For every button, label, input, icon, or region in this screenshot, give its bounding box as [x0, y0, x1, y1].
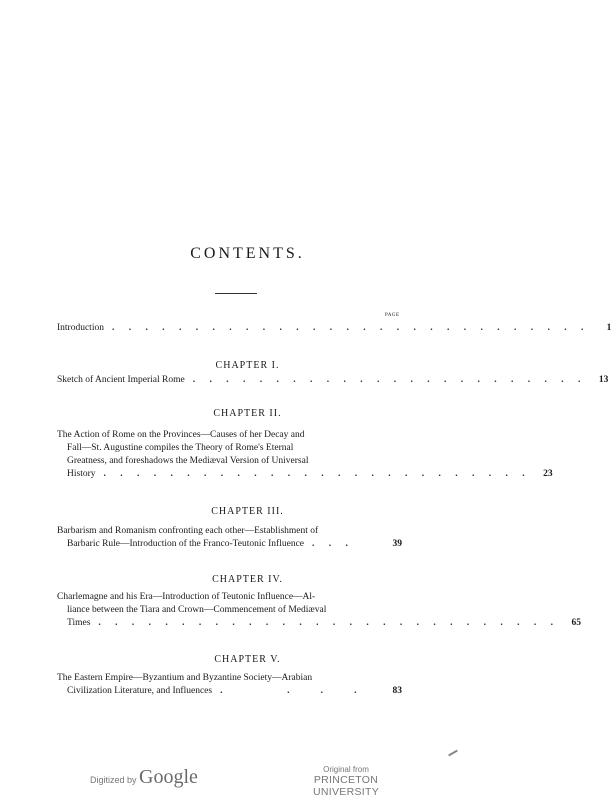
- page-number: 83: [392, 686, 402, 696]
- toc-entry-text: liance between the Tiara and Crown—Commencement of Mediæval: [67, 605, 327, 615]
- digitized-by-text: Digitized by: [90, 775, 137, 785]
- page-number: 39: [392, 539, 402, 549]
- page-number: 23: [543, 469, 553, 479]
- scan-mark: [448, 750, 458, 757]
- leader-dots: . . . . . . . . . . . . . . . . . . . . . . . . . . . . .: [111, 323, 590, 333]
- digitized-by-watermark: [90, 766, 198, 789]
- toc-entry-chapter-4: [57, 591, 582, 630]
- toc-entry-chapter-2: [57, 429, 553, 481]
- leader-dots: . . . .: [220, 686, 363, 696]
- original-from-watermark: [290, 765, 402, 798]
- toc-entry-introduction: [57, 322, 611, 335]
- toc-entry-chapter-3: [57, 525, 402, 551]
- toc-entry-text: Barbarism and Romanism confronting each other—Establishment of: [57, 526, 319, 536]
- toc-entry-text: Times: [67, 618, 91, 628]
- chapter-heading: CHAPTER IV.: [212, 574, 283, 585]
- page-number: 1: [606, 323, 611, 333]
- leader-dots: . . . . . . . . . . . . . . . . . . . . . . . . . .: [103, 469, 531, 479]
- original-from-text: Original from: [323, 765, 369, 774]
- toc-entry-text: Barbaric Rule—Introduction of the Franco-Teutonic Influence: [67, 539, 305, 549]
- contents-title: CONTENTS.: [190, 245, 305, 262]
- toc-entry-text: Introduction: [57, 323, 104, 333]
- toc-entry-text: Greatness, and foreshadows the Mediæval Version of Universal: [67, 456, 309, 466]
- page-number: 65: [571, 618, 582, 628]
- leader-dots: . . . . . . . . . . . . . . . . . . . . . . . .: [192, 375, 587, 385]
- toc-entry-text: History: [67, 469, 96, 479]
- toc-entry-text: Fall—St. Augustine compiles the Theory of Rome's Eternal: [67, 443, 294, 453]
- toc-entry-text: The Eastern Empire—Byzantium and Byzantine Society—Arabian: [57, 673, 313, 683]
- toc-entry-text: The Action of Rome on the Provinces—Causes of her Decay and: [57, 430, 305, 440]
- chapter-heading: CHAPTER II.: [213, 408, 282, 419]
- toc-entry-chapter-1: [57, 374, 609, 387]
- institution-name: PRINCETON UNIVERSITY: [312, 774, 379, 798]
- chapter-heading: CHAPTER V.: [214, 654, 281, 665]
- leader-dots: . . . . . . . . . . . . . . . . . . . . . . . . . . . .: [98, 618, 560, 628]
- toc-entry-text: Civilization Literature, and Influences: [67, 686, 213, 696]
- page-column-header: PAGE: [385, 313, 400, 318]
- page-number: 13: [598, 375, 609, 385]
- toc-entry-text: Sketch of Ancient Imperial Rome: [57, 375, 185, 385]
- chapter-heading: CHAPTER I.: [215, 360, 280, 371]
- title-rule: [215, 293, 257, 294]
- chapter-heading: CHAPTER III.: [211, 506, 284, 517]
- toc-entry-chapter-5: [57, 672, 402, 698]
- toc-entry-text: Charlemagne and his Era—Introduction of Teutonic Influence—Al-: [57, 592, 316, 602]
- google-logo: Google: [139, 766, 198, 788]
- leader-dots: . . .: [312, 539, 354, 549]
